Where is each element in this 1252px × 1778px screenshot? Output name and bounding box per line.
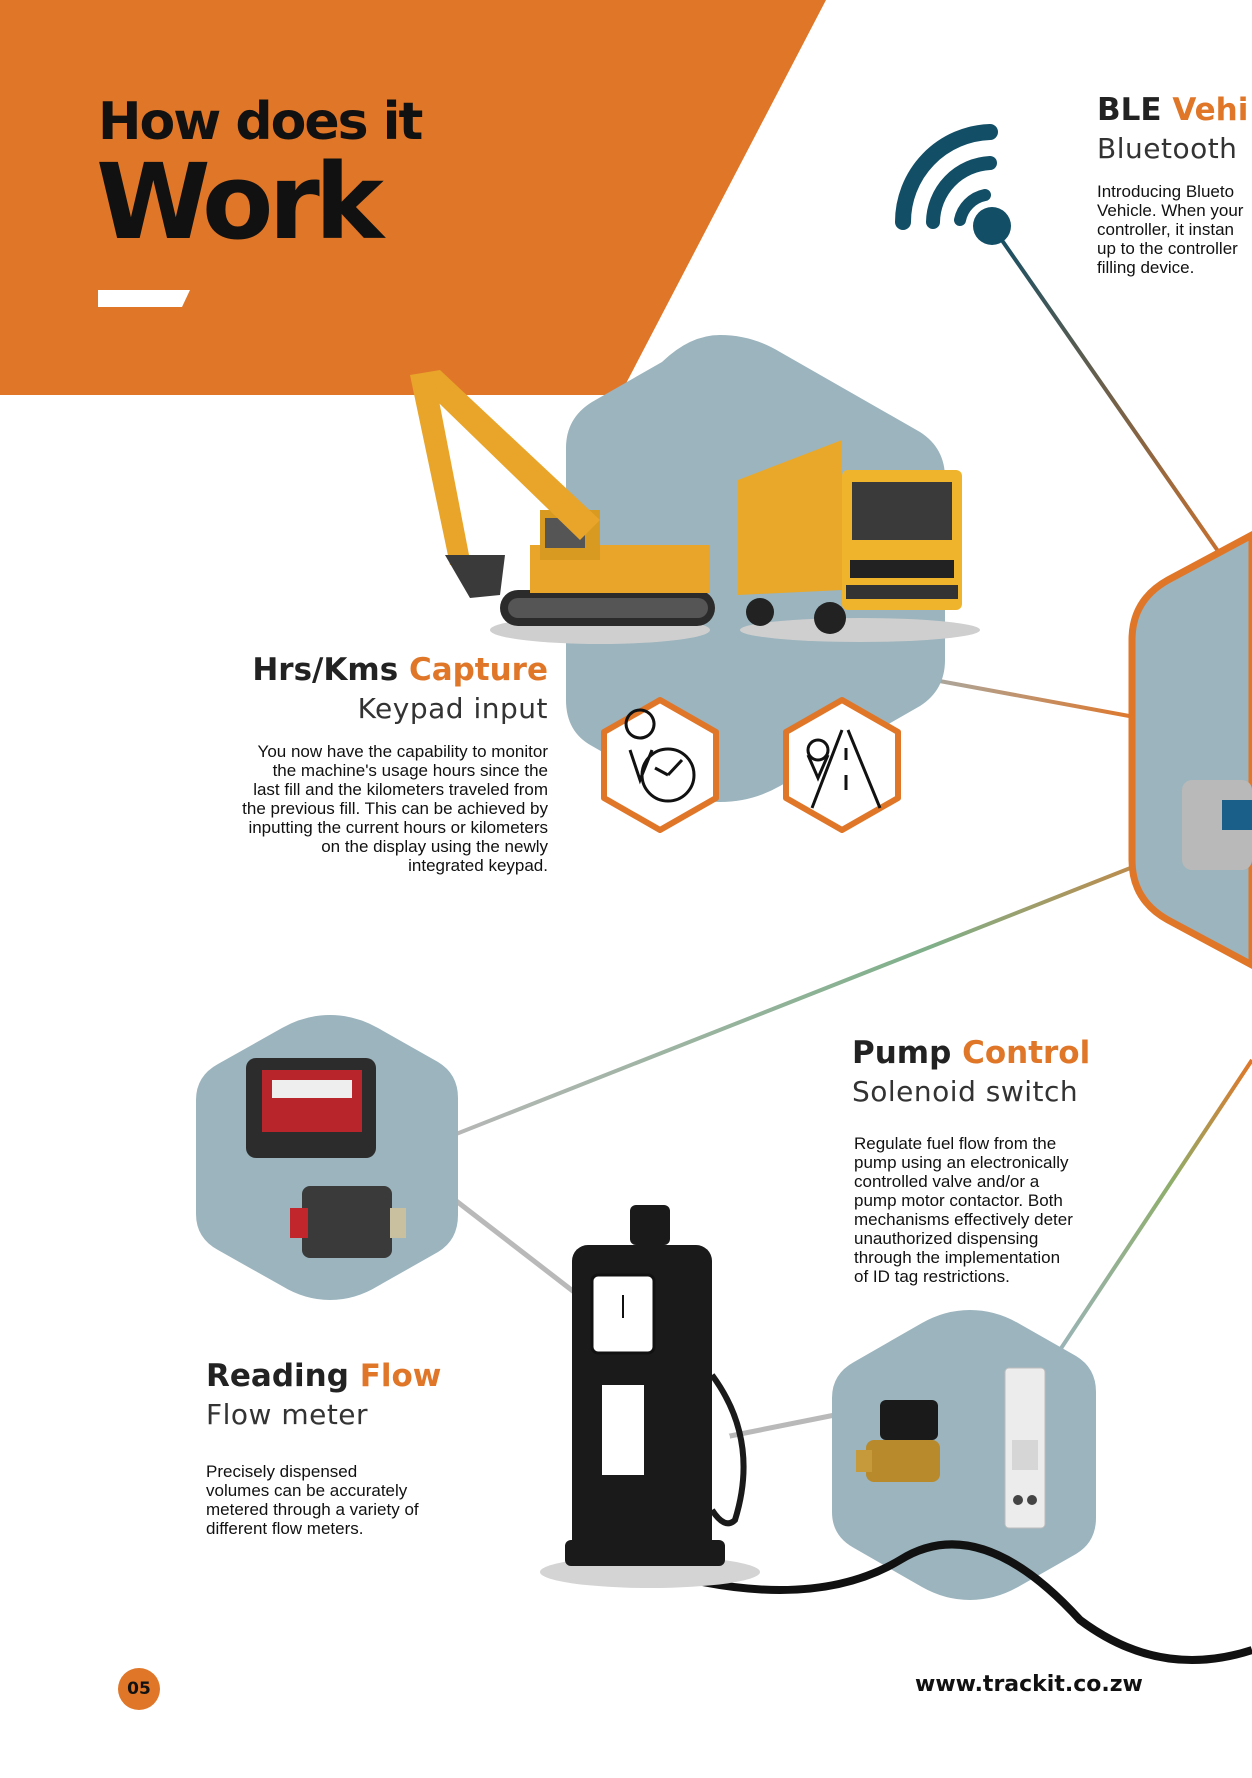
text-line: through the implementation [854,1248,1061,1267]
pump-title-plain: Pump [852,1035,963,1071]
text-line: pump using an electronically [854,1153,1069,1172]
text-line: the machine's usage hours since the [272,761,548,780]
text-line: controller, it instan [1097,220,1235,239]
page-title-line2: Work [96,141,379,263]
text-line: up to the controller [1097,239,1238,258]
pump-title [852,1035,1090,1071]
text-line: Precisely dispensed [206,1462,358,1481]
capture-title [200,652,548,688]
text-line: You now have the capability to monitor [257,742,548,761]
page-title-line1: How does it [98,92,422,152]
capture-description [180,742,548,875]
flow-title [206,1358,441,1394]
pump-title-accent: Control [962,1035,1091,1071]
flow-title-plain: Reading [206,1358,360,1394]
text-line: unauthorized dispensing [854,1229,1039,1248]
text-line: of ID tag restrictions. [854,1267,1010,1286]
ble-subtitle: Bluetooth [1097,132,1238,165]
text-line: on the display using the newly [321,837,548,856]
flow-subtitle: Flow meter [206,1398,369,1431]
text-line: volumes can be accurately [206,1481,408,1500]
ble-title-plain: BLE [1097,92,1173,128]
fuel-pump-image [540,1205,760,1588]
ble-title-accent: Vehi [1172,92,1249,128]
text-line: pump motor contactor. Both [854,1191,1063,1210]
text-line: inputting the current hours or kilometers [248,818,548,837]
capture-title-plain: Hrs/Kms [252,652,409,688]
text-line: Introducing Blueto [1097,182,1235,201]
text-line: last fill and the kilometers traveled from [253,780,548,799]
ble-description [1097,182,1252,277]
website-link[interactable]: www.trackit.co.zw [915,1672,1143,1697]
page-number-badge: 05 [118,1668,160,1710]
flow-description [206,1462,419,1538]
pump-subtitle: Solenoid switch [852,1075,1079,1108]
capture-subtitle: Keypad input [357,692,548,725]
title-underline [98,290,190,307]
clock-location-badge [604,700,716,830]
pump-description [854,1134,1073,1286]
wifi-icon [903,132,990,222]
text-line: the previous fill. This can be achieved by [242,799,548,818]
text-line: mechanisms effectively deter [854,1210,1073,1229]
text-line: controlled valve and/or a [854,1172,1040,1191]
text-line: different flow meters. [206,1519,364,1538]
text-line: Regulate fuel flow from the [854,1134,1057,1153]
text-line: metered through a variety of [206,1500,419,1519]
text-line: Vehicle. When your [1097,201,1244,220]
text-line: filling device. [1097,258,1195,277]
flow-title-accent: Flow [359,1358,442,1394]
ble-title [1097,92,1248,128]
road-location-badge [786,700,898,830]
text-line: integrated keypad. [408,856,548,875]
capture-title-accent: Capture [408,652,548,688]
relay-image [1005,1368,1045,1528]
controller-hexagon [1132,535,1252,965]
